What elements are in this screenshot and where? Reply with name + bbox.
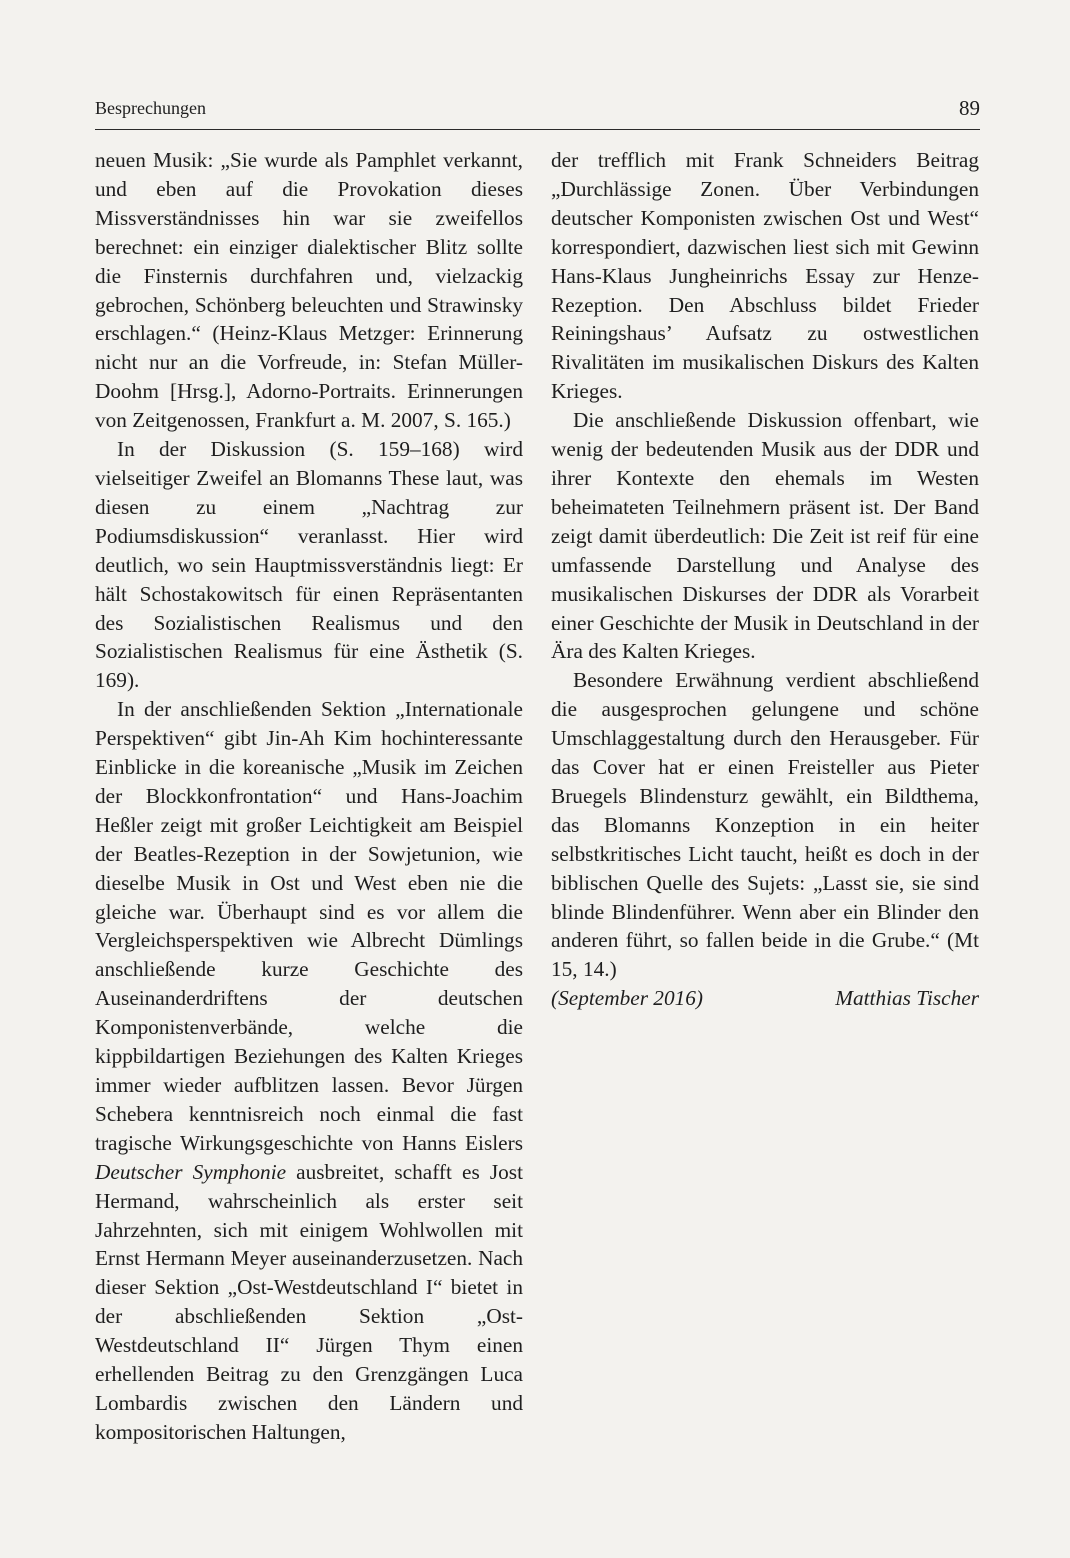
paragraph: In der Diskussion (S. 159–168) wird vielseitiger Zweifel an Blomanns These laut, was diesen zu einem „Nachtrag zur Podiumsdiskussion“ veranlasst. Hier wird deutlich, wo sein Hauptmissverständnis liegt: Er hält Schostakowitsch für einen Repräsentanten des Sozialistischen Realismus und den Sozialistischen Realismus für eine Ästhetik (S. 169). <box>95 437 523 693</box>
work-title: Deutscher Symphonie <box>95 1159 287 1184</box>
paragraph-text: In der anschließenden Sektion „Internationale Perspektiven“ gibt Jin-Ah Kim hochinteressante Einblicke in die koreanische „Musik im Zeichen der Blockkonfrontation“ und Hans-Joachim Heßler zeigt mit großer Leichtigkeit am Beispiel der Beatles-Rezeption in der Sowjetunion, wie dieselbe Musik in Ost und West eben nie die gleiche war. Überhaupt sind es vor allem die Vergleichsperspektiven wie Albrecht Dümlings anschließende kurze Geschichte des Auseinanderdriftens der deutschen Komponistenverbände, welche die kippbildartigen Beziehungen des Kalten Krieges immer wieder aufblitzen lassen. Bevor Jürgen Schebera kenntnisreich noch einmal die fast tragische Wirkungsgeschichte von Hanns Eislers <box>95 697 523 1155</box>
reviewer-name: Matthias Tischer <box>835 986 979 1011</box>
page-number: 89 <box>959 96 980 120</box>
paragraph <box>95 695 523 1447</box>
left-column <box>95 146 523 1447</box>
right-column <box>551 146 979 1013</box>
paragraph: der trefflich mit Frank Schneiders Beitrag „Durchlässige Zonen. Über Verbindungen deutscher Komponisten zwischen Ost und West“ korrespondiert, dazwischen liest sich mit Gewinn Hans-Klaus Jungheinrichs Essay zur Henze-Rezeption. Den Abschluss bildet Frieder Reiningshaus’ Aufsatz zu ostwestlichen Rivalitäten im musikalischen Diskurs des Kalten Krieges. <box>551 148 979 404</box>
paragraph: neuen Musik: „Sie wurde als Pamphlet verkannt, und eben auf die Provokation dieses Missverständnisses hin war sie zweifellos berechnet: ein einziger dialektischer Blitz sollte die Finsternis durchfahren und, vielzackig gebrochen, Schönberg beleuchten und Strawinsky erschlagen.“ (Heinz-Klaus Metzger: Erinnerung nicht nur an die Vorfreude, in: Stefan Müller-Doohm [Hrsg.], Adorno-Portraits. Erinnerungen von Zeitgenossen, Frankfurt a. M. 2007, S. 165.) <box>95 148 523 433</box>
paragraph: Die anschließende Diskussion offenbart, wie wenig der bedeutenden Musik aus der DDR und ihrer Kontexte den ehemals im Westen beheimateten Teilnehmern präsent ist. Der Band zeigt damit überdeutlich: Die Zeit ist reif für eine umfassende Darstellung und Analyse des musikalischen Diskurses der DDR als Vorarbeit einer Geschichte der Musik in Deutschland in der Ära des Kalten Krieges. <box>551 408 979 664</box>
paragraph-text: ausbreitet, schafft es Jost Hermand, wahrscheinlich als erster seit Jahrzehnten, sich mit einigem Wohlwollen mit Ernst Hermann Meyer auseinanderzusetzen. Nach dieser Sektion „Ost-Westdeutschland I“ bietet in der abschließenden Sektion „Ost-Westdeutschland II“ Jürgen Thym einen erhellenden Beitrag zu den Grenzgängen Luca Lombardis zwischen den Ländern und kompositorischen Haltungen, <box>95 1159 523 1444</box>
signature-line <box>551 984 979 1013</box>
paragraph: Besondere Erwähnung verdient abschließend die ausgesprochen gelungene und schöne Umschlaggestaltung durch den Herausgeber. Für das Cover hat er einen Freisteller aus Pieter Bruegels Blindensturz gewählt, ein Bildthema, das Blomanns Konzeption in ein heiter selbstkritisches Licht taucht, heißt es doch in der biblischen Quelle des Sujets: „Lasst sie, sie sind blinde Blindenführer. Wenn aber ein Blinder den anderen führt, so fallen beide in die Grube.“ (Mt 15, 14.) <box>551 668 979 982</box>
review-date: (September 2016) <box>551 986 703 1011</box>
section-title: Besprechungen <box>95 98 206 118</box>
header-rule <box>95 129 980 130</box>
running-header <box>95 96 980 126</box>
